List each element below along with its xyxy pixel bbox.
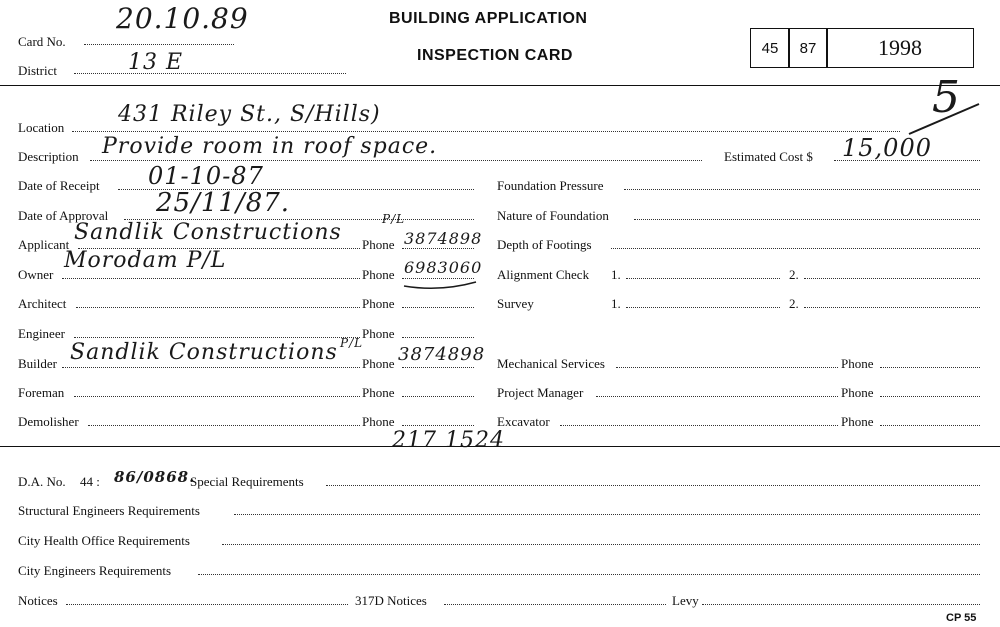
special-requirements-label: Special Requirements: [190, 474, 304, 489]
estimated-cost-label: Estimated Cost $: [724, 149, 813, 164]
builder-label: Builder: [18, 356, 57, 371]
location-line: [72, 131, 900, 132]
header-divider: [0, 85, 1000, 86]
mechanical-phone-label: Phone: [841, 356, 874, 371]
project-manager-phone-line: [880, 396, 980, 397]
district-value: 13 E: [128, 50, 184, 75]
health-requirements-line: [222, 544, 980, 545]
footer-divider: [0, 446, 1000, 447]
excavator-phone-line: [880, 425, 980, 426]
excavator-line: [560, 425, 838, 426]
builder-line: [62, 367, 360, 368]
foundation-pressure-line: [624, 189, 980, 190]
builder-phone-line: [402, 367, 474, 368]
builder-phone-value: 3874898: [398, 344, 486, 365]
date-approval-label: Date of Approval: [18, 208, 109, 223]
description-line: [90, 160, 702, 161]
excavator-label: Excavator: [497, 414, 550, 429]
applicant-value: Sandlik Constructions: [74, 220, 342, 245]
ref-box-2: 87: [788, 28, 828, 68]
foreman-line: [74, 396, 360, 397]
levy-line: [702, 604, 980, 605]
notices-317d-label: 317D Notices: [355, 593, 427, 608]
mechanical-phone-line: [880, 367, 980, 368]
project-manager-label: Project Manager: [497, 385, 584, 400]
alignment-2-line: [804, 278, 980, 279]
card-no-line: [84, 44, 234, 45]
demolisher-label: Demolisher: [18, 414, 79, 429]
owner-line: [62, 278, 360, 279]
health-requirements-label: City Health Office Requirements: [18, 533, 190, 548]
mechanical-line: [616, 367, 838, 368]
applicant-phone-line: [402, 248, 474, 249]
architect-phone-label: Phone: [362, 296, 395, 311]
card-no-label: Card No.: [18, 34, 66, 49]
nature-foundation-label: Nature of Foundation: [497, 208, 609, 223]
title-line1: BUILDING APPLICATION: [389, 10, 588, 27]
demolisher-phone-label: Phone: [362, 414, 395, 429]
owner-phone-label: Phone: [362, 267, 395, 282]
foreman-label: Foreman: [18, 385, 65, 400]
depth-footings-label: Depth of Footings: [497, 237, 592, 252]
builder-phone-label: Phone: [362, 356, 395, 371]
structural-requirements-label: Structural Engineers Requirements: [18, 503, 200, 518]
project-manager-line: [596, 396, 838, 397]
demolisher-phone-line: [402, 425, 474, 426]
city-engineers-line: [198, 574, 980, 575]
engineer-phone-label: Phone: [362, 326, 395, 341]
survey-1-label: 1.: [611, 296, 621, 311]
date-receipt-value: 01-10-87: [148, 162, 264, 190]
date-approval-value: 25/11/87.: [156, 188, 291, 218]
city-engineers-label: City Engineers Requirements: [18, 563, 172, 578]
survey-label: Survey: [497, 296, 534, 311]
ref-box-3: 1998: [826, 28, 974, 68]
district-label: District: [18, 63, 57, 78]
applicant-phone-value: 3874898: [404, 229, 483, 248]
demolisher-line: [88, 425, 360, 426]
da-prefix: 44 :: [80, 474, 100, 489]
owner-phone-underline-mark: [400, 276, 480, 292]
foreman-phone-label: Phone: [362, 385, 395, 400]
structural-requirements-line: [234, 514, 980, 515]
survey-2-label: 2.: [789, 296, 799, 311]
estimated-cost-value: 15,000: [842, 134, 932, 162]
owner-label: Owner: [18, 267, 54, 282]
depth-footings-line: [611, 248, 980, 249]
date-receipt-label: Date of Receipt: [18, 178, 100, 193]
applicant-phone-label: Phone: [362, 237, 395, 252]
alignment-1-label: 1.: [611, 267, 621, 282]
nature-foundation-line: [634, 219, 980, 220]
applicant-pl: P/L: [382, 212, 406, 226]
notices-317d-line: [444, 604, 666, 605]
builder-pl: P/L: [340, 336, 364, 350]
corner-mark: 5: [932, 72, 961, 123]
extra-number: 217 1524: [392, 428, 505, 453]
alignment-check-label: Alignment Check: [497, 267, 590, 282]
engineer-phone-line: [402, 337, 474, 338]
owner-value: Morodam P/L: [64, 248, 227, 273]
description-label: Description: [18, 149, 79, 164]
card-no-value: 20.10.89: [116, 2, 249, 35]
architect-phone-line: [402, 307, 474, 308]
alignment-1-line: [626, 278, 780, 279]
special-requirements-line: [326, 485, 980, 486]
notices-label: Notices: [18, 593, 58, 608]
owner-phone-value: 6983060: [404, 258, 483, 277]
form-code: CP 55: [946, 612, 977, 624]
district-line: [74, 73, 346, 74]
notices-line: [66, 604, 348, 605]
survey-1-line: [626, 307, 780, 308]
foreman-phone-line: [402, 396, 474, 397]
foundation-pressure-label: Foundation Pressure: [497, 178, 604, 193]
description-value: Provide room in roof space.: [102, 134, 438, 159]
survey-2-line: [804, 307, 980, 308]
ref-box-1: 45: [750, 28, 790, 68]
engineer-label: Engineer: [18, 326, 65, 341]
applicant-label: Applicant: [18, 237, 70, 252]
location-value: 431 Riley St., S/Hills): [118, 102, 381, 127]
da-value: 86/0868.: [114, 468, 196, 486]
project-manager-phone-label: Phone: [841, 385, 874, 400]
levy-label: Levy: [672, 593, 699, 608]
location-label: Location: [18, 120, 65, 135]
excavator-phone-label: Phone: [841, 414, 874, 429]
architect-line: [76, 307, 360, 308]
builder-value: Sandlik Constructions: [70, 340, 338, 365]
title-line2: INSPECTION CARD: [417, 47, 573, 64]
engineer-line: [74, 337, 360, 338]
alignment-2-label: 2.: [789, 267, 799, 282]
architect-label: Architect: [18, 296, 67, 311]
da-label: D.A. No.: [18, 474, 66, 489]
mechanical-label: Mechanical Services: [497, 356, 605, 371]
